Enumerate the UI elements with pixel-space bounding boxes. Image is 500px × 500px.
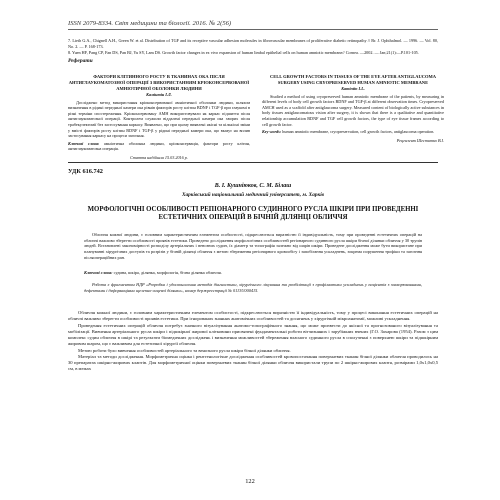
abstracts-heading: Реферати — [68, 58, 93, 64]
abstract-en-authors: Kamintin I.L. — [341, 86, 365, 91]
article-authors: В. І. Кушніюков, С. М. Білаш — [214, 183, 292, 189]
abstract-english — [262, 74, 444, 143]
abstract-ua-authors: Камінтін І.Л. — [146, 92, 172, 97]
article-institution: Харківський національний медичний університет, м. Харків — [181, 192, 325, 198]
abstract-en-keywords-label: Key words: — [262, 129, 282, 135]
abstract-en-text: Studied a method of using cryopreserved human amniotic membrane of the patients, by measuring in different levels of body cell growth factors BDNF and TGF-β at different observation times. Cryopreserved AMCH used as a scaffold after antiglaucoma surgery. Measured content of biologically active substances in body tissues antiglaucomatous vision after surgery, it is shown that there is a qualitative and quantitative relationship accumulation BDNF and TGF cell growth factors, the type of eye tissue frames according to cell growth factor. — [262, 93, 444, 127]
udk-code: УДК 616.742 — [68, 168, 103, 175]
abstract-ua-keywords-text: амніотична оболонка людини, кріоконсервація, фактори росту клітин, антиглаукоматозна операція. — [68, 140, 250, 152]
abstract-ua-title: ФАКТОРИ КЛІТИННОГО РОСТУ В ТКАНИНАХ ОКА ПІСЛЯ АНТИГЛАУКОМАТОЗНОЇ ОПЕРАЦІЇ З ВИКОРИСТАННЯМ КРІОКОНСЕРВОВАНОЇ АМНІОТИЧНОЇ ОБОЛОНКИ ЛЮДИНИ — [68, 74, 250, 91]
section-divider — [68, 162, 438, 163]
reference-list — [68, 38, 438, 57]
article-keywords — [84, 270, 422, 276]
reviewer-note: Рецензент Шеститко В.І. — [396, 137, 444, 143]
article-body — [68, 310, 438, 373]
abstract-ua-keywords-label: Ключові слова: — [68, 140, 100, 146]
running-header: ISSN 2079-8334. Світ медицини та біології. 2016. № 2(56) — [68, 20, 438, 30]
article-keywords-text: судина, шкіра, ділянка, морфологія, бічна ділянка обличчя. — [113, 270, 222, 275]
reference-item: 8. Yuen HF, Pang CP, Fan DS, Pan BJ, Yu SY, Lam DS. Growth factor changes in ex vivo expansion of human limbal epithelial cells on human amniotic membrane// Cornea. —2002. — Jan;21(1):—Р.101-105. — [68, 50, 419, 56]
body-paragraph: Матеріал та методи дослідження. Морфометрична оцінка і рентгенологічне дослідження особливостей кровопостачання поверхневих тканин бічної ділянки обличчя проводилось на 30 препаратах шкірно-жирових клаптів. Для морфометричної оцінки поверхневих тканин бічної ділянки обличчя використали трупи по 2 шкірно-жирових клаптя, розмірами 1,0х1,0х0,5 см, в межах — [68, 354, 438, 372]
body-paragraph: Метою роботи було вивчення особливостей артеріального та венозного русла шкіри бічної ділянки обличчя. — [78, 347, 291, 353]
article-keywords-label: Ключові слова: — [84, 270, 113, 275]
body-paragraph: Обличчя кожної людини, є головним характеристичним елементом особистості, підкреслюється виразністю її індивідуальність, тому у процесі виконання естетичних операцій на обличчі важливо зберегти особливості проявів естетики. При ігнорованих знаннях анатомічних особливостей та досягнень у хірургічній мікроанатомії, можливі ускладнення. — [68, 310, 438, 322]
article-abstract: Обличчя кожної людини, є головним характеристичним елементом особистості, підкреслюється виразністю її індивідуальність, тому при проведенні естетичних операцій на обличчі важливо зберегти особливості проявів естетики. Проведено дослідження морфологічних особливостей регіонарного судинного русла шкіри бічної ділянки обличчя у 30 трупів людей. Встановлені закономірності розподілу артеріальних і венозних судин, їх діаметр та топографія залежно від шарів шкіри. Проведене дослідження може бути використане при плануванні хірургічних доступів та розрізів у бічній ділянці обличчя з метою збереження регіонарного кровообігу і запобігання ускладнень, зокрема порушення трофіки та загоєння післяопераційних ран. — [84, 232, 422, 260]
article-title: МОРФОЛОГІЧНІ ОСОБЛИВОСТІ РЕПІОНАРНОГО СУДИННОГО РУСЛА ШКІРИ ПРИ ПРОВЕДЕННІ ЕСТЕТИЧНИХ ОПЕРАЦІЙ В БІЧНІЙ ДІЛЯНЦІ ОБЛИЧЧЯ — [87, 206, 419, 222]
abstract-ua-text: Досліджено метод використання кріоконсервованої амніотичної оболонки людини, шляхом визначення в рідині передньої камери ока рівнів факторів росту клітин BDNF і TGF-β при глаукомі в різні терміни спостереження. Кріоконсервовану АМН використовували як каркас підшиття після антиглаукоматозної операції. Контролем служили віддалені передньої камери ока хворих після трабекулектомії без застосування каркасу. Виявлено, що при цьому виявлені якісні та кількісні зміни у вмісті факторів росту клітин BDNF і TGF-β у рідині передньої камери ока, що вказує на вплив застосування каркасу на процеси загоєння. — [68, 99, 250, 139]
abstract-ua-keywords — [68, 141, 250, 152]
abstract-ua-date: Стаття надійшла 15.03.2016 р. — [130, 154, 188, 160]
reference-item: 7. Lieth G.A., Chignell A.H., Green W. et al. Distribution of TGF and its receptive vascular adhesion molecules in fibrovascular membranes of proliferative diabetic retinopathy // Br. J. Ophthalmol. — 1996. — Vol. 80, No. 2. — P. 168-173. — [68, 38, 438, 49]
abstract-en-title: CELL GROWTH FACTORS IN TISSUES OF THE EYE AFTER ANTIGLAUCOMA SURGERY USING CRYOPRESERVED HUMAN AMNIOTIC MEMBRANE — [270, 74, 436, 85]
page-number: 122 — [245, 478, 255, 485]
abstract-en-keywords — [262, 129, 444, 135]
abstract-ukrainian — [68, 74, 250, 161]
research-framework-note: Робота є фрагментом НДР «Розробка і удосконалення методів діагностики, хірургічного лікування та реабілітації з профілактики ускладнень у пацієнтів з захворюваннями, дефектами і деформаціями щелепно-лицевої ділянки», номер держреєстрації № 0113U000415. — [84, 282, 422, 293]
body-paragraph: Проведення естетичних операцій обличчя потребує значного візуалізування анатомо-топографічного знання, що може призвести до якісної та прогнозованого візуалізування та мобілізації. Вивчення артеріального русла шкіри і підшкірної жирової клітковини присвячені фундаментальні роботи вітчизняних і зарубіжних вчених (Г.О. Захарова (1954). Разом з цим комплекс судин обличчя в шкірі та результати біомедичних досліджень і визначення можливостей збереження власного судинного русла в сполученні з поверхнею шкіри та підшкірним жировим шаром, що є важливим для естетичної хірургії обличчя. — [68, 322, 438, 346]
abstract-en-keywords-text: human amniotic membrane, cryopreservation, cell growth factors, antiglaucoma operation. — [282, 129, 435, 135]
